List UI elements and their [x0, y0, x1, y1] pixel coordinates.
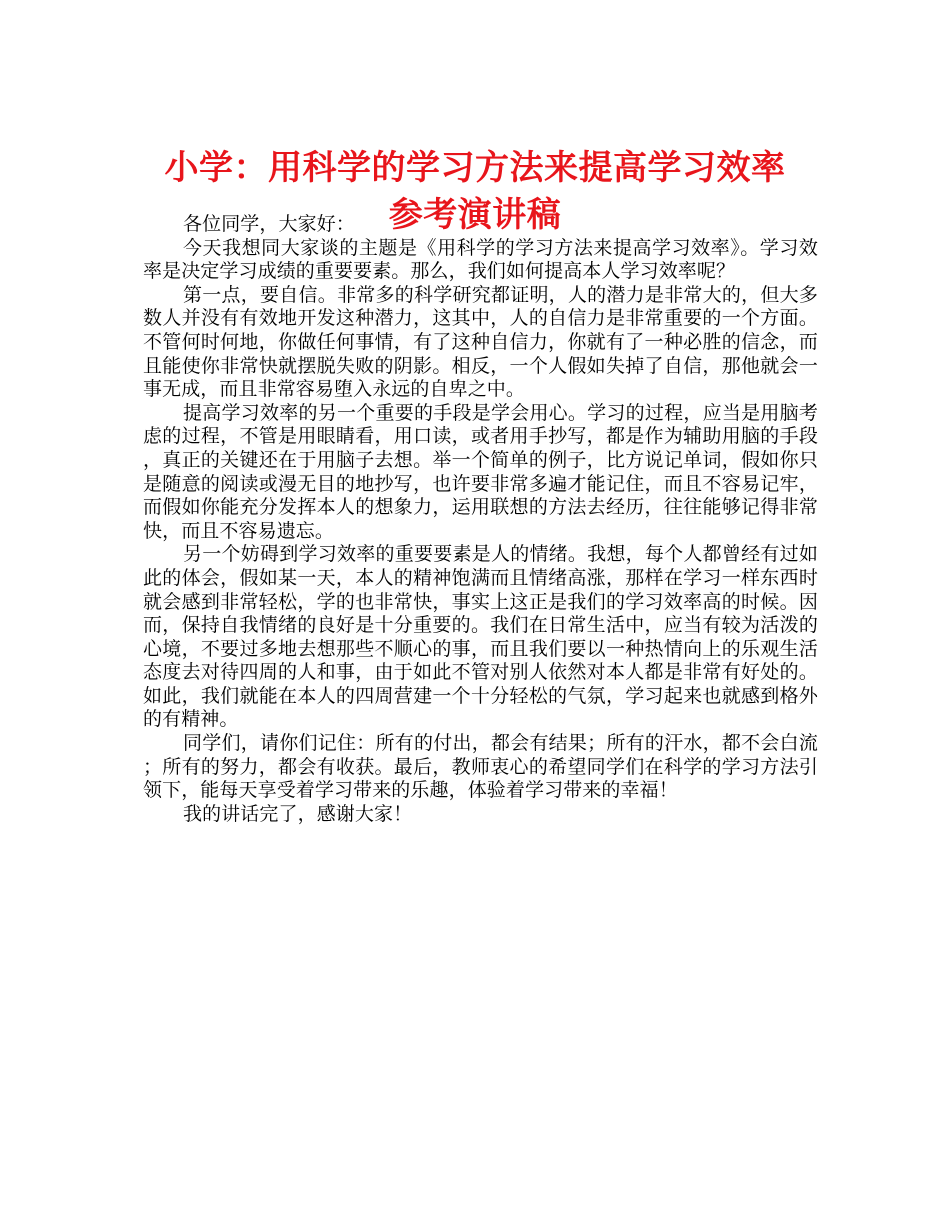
paragraph-attention: 提高学习效率的另一个重要的手段是学会用心。学习的过程，应当是用脑考虑的过程，不管是用眼睛看，用口读，或者用手抄写，都是作为辅助用脑的手段，真正的关键还在于用脑子去想。举一个简单的例子，比方说记单词，假如你只是随意的阅读或漫无目的地抄写，也许要非常多遍才能记住，而且不容易记牢，而假如你能充分发挥本人的想象力，运用联想的方法去经历，往往能够记得非常快，而且不容易遗忘。 — [143, 401, 818, 542]
title-line-1: 小学：用科学的学习方法来提高学习效率 — [164, 147, 786, 188]
paragraph-intro: 今天我想同大家谈的主题是《用科学的学习方法来提高学习效率》。学习效率是决定学习成绩的重要要素。那么，我们如何提高本人学习效率呢？ — [143, 236, 818, 283]
paragraph-thanks: 我的讲话完了，感谢大家！ — [183, 802, 413, 825]
title-line-2: 参考演讲稿 — [388, 194, 562, 235]
paragraph-greeting: 各位同学，大家好： — [183, 213, 355, 235]
speech-body — [143, 213, 818, 826]
paragraph-emotion: 另一个妨碍到学习效率的重要要素是人的情绪。我想，每个人都曾经有过如此的体会，假如某一天，本人的精神饱满而且情绪高涨，那样在学习一样东西时就会感到非常轻松，学的也非常快，事实上这正是我们的学习效率高的时候。因而，保持自我情绪的良好是十分重要的。我们在日常生活中，应当有较为活泼的心境，不要过多地去想那些不顺心的事，而且我们要以一种热情向上的乐观生活态度去对待四周的人和事，由于如此不管对别人依然对本人都是非常有好处的。如此，我们就能在本人的四周营建一个十分轻松的气氛，学习起来也就感到格外的有精神。 — [143, 543, 818, 731]
paragraph-closing: 同学们，请你们记住：所有的付出，都会有结果；所有的汗水，都不会白流；所有的努力，都会有收获。最后，教师衷心的希望同学们在科学的学习方法引领下，能每天享受着学习带来的乐趣，体验着学习带来的幸福！ — [143, 732, 818, 802]
paragraph-confidence: 第一点，要自信。非常多的科学研究都证明，人的潜力是非常大的，但大多数人并没有有效地开发这种潜力，这其中，人的自信力是非常重要的一个方面。不管何时何地，你做任何事情，有了这种自信力，你就有了一种必胜的信念，而且能使你非常快就摆脱失败的阴影。相反，一个人假如失掉了自信，那他就会一事无成，而且非常容易堕入永远的自卑之中。 — [143, 283, 818, 401]
